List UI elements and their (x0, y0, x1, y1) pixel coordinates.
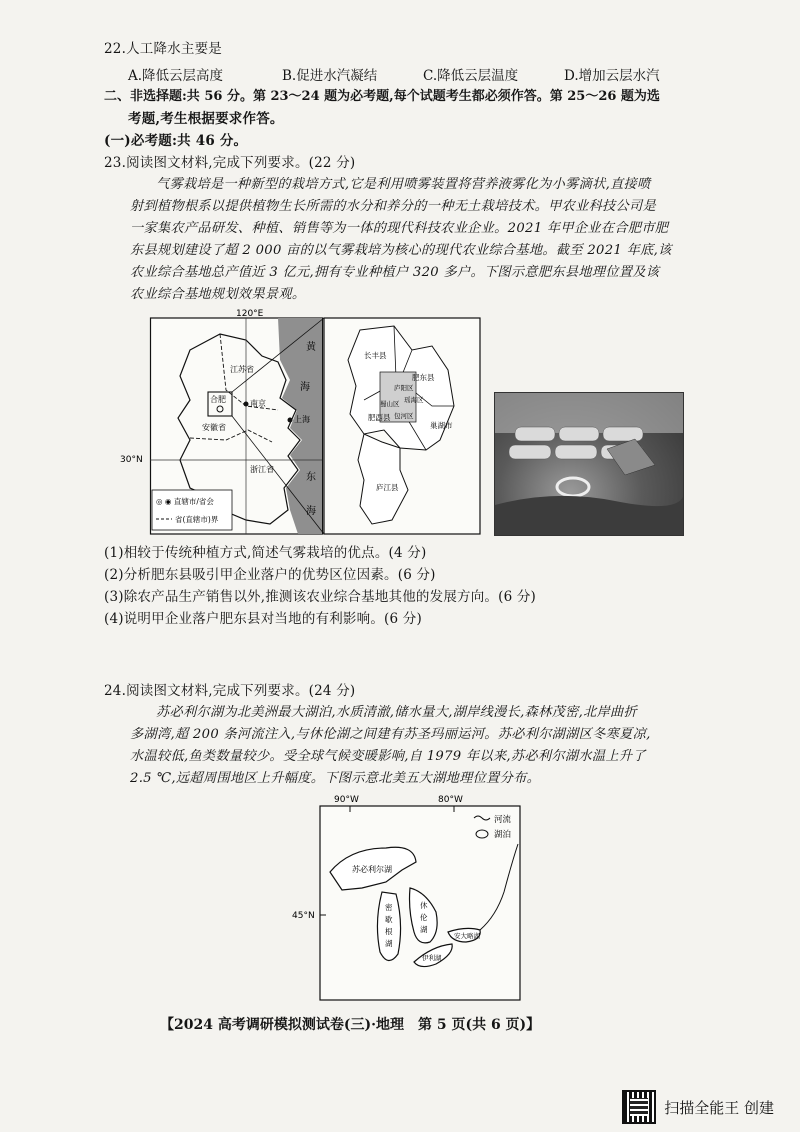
q23-question-4: (4)说明甲企业落户肥东县对当地的有利影响。(6 分) (104, 611, 422, 627)
feidong-label: 肥东县 (412, 373, 435, 382)
zhejiang-label: 浙江省 (250, 465, 274, 474)
legend-border: 省(直辖市)界 (175, 515, 219, 524)
nanjing-label: 南京 (250, 399, 266, 408)
shanghai-label: 上海 (294, 415, 310, 424)
chaohu-label: 巢湖市 (430, 421, 453, 430)
lake-superior-label: 苏必利尔湖 (352, 865, 392, 874)
sea-label: 海 (306, 506, 316, 517)
q23-question-2: (2)分析肥东县吸引甲企业落户的优势区位因素。(6 分) (104, 567, 436, 583)
lon-90w-label: 90°W (334, 795, 359, 805)
section2-heading-cont: 考题,考生根据要求作答。 (128, 111, 284, 127)
lake-michigan-label: 歇 (385, 915, 393, 924)
q23-location-map (120, 309, 482, 540)
jiangsu-label: 江苏省 (230, 365, 254, 374)
lake-michigan-label: 密 (385, 903, 393, 912)
changfeng-label: 长丰县 (364, 351, 387, 360)
lake-michigan-label: 根 (385, 927, 393, 936)
sea-label: 黄 (306, 342, 316, 353)
q24-stem: 24.阅读图文材料,完成下列要求。(24 分) (104, 683, 356, 699)
scanner-watermark (622, 1090, 774, 1124)
q24-material (130, 702, 690, 790)
q23-question-1: (1)相较于传统种植方式,简述气雾栽培的优点。(4 分) (104, 545, 427, 561)
lake-erie-label: 伊利湖 (422, 954, 442, 962)
yaohai-label: 瑶海区 (404, 396, 424, 404)
q23-material-line: 射到植物根系以提供植物生长所需的水分和养分的一种无土栽培技术。甲农业科技公司是 (130, 199, 657, 214)
shanghai-marker (288, 418, 293, 423)
lat-label: 30°N (120, 455, 143, 465)
legend-city: ◎ ◉ 直辖市/省会 (156, 497, 214, 506)
great-lakes-map (290, 792, 530, 1002)
baohe-label: 包河区 (394, 412, 414, 420)
sea-label: 东 (306, 472, 316, 483)
tree-cover (495, 496, 683, 535)
hefei-label: 合肥 (210, 395, 226, 404)
lake-huron-label: 湖 (420, 925, 428, 934)
luyang-label: 庐阳区 (394, 384, 414, 392)
page-footer: 【2024 高考调研模拟测试卷(三)·地理 第 5 页(共 6 页)】 (160, 1017, 541, 1033)
map-legend (152, 490, 232, 530)
q22-option-a: A.降低云层高度 (128, 68, 224, 84)
nanjing-marker (244, 402, 249, 407)
lake-huron-label: 休 (420, 901, 428, 910)
watermark-text: 扫描全能王 创建 (664, 1098, 774, 1117)
pyramid-building (607, 439, 655, 475)
q24-material-line: 2.5 ℃,远超周围地区上升幅度。下图示意北美五大湖地理位置分布。 (130, 771, 541, 786)
q22-option-b: B.促进水汽凝结 (282, 68, 378, 84)
q22-option-d: D.增加云层水汽 (564, 68, 660, 84)
section2-heading: 二、非选择题:共 56 分。第 23～24 题为必考题,每个试题考生都必须作答。第 25～26 题为选 (104, 89, 660, 104)
section2-subheading: (一)必考题:共 46 分。 (104, 133, 248, 149)
feixi-label: 肥西县 (368, 413, 391, 422)
q22-stem: 22.人工降水主要是 (104, 41, 222, 57)
q23-question-3: (3)除农产品生产销售以外,推测该农业综合基地其他的发展方向。(6 分) (104, 589, 537, 605)
q23-material-line: 东县规划建设了超 2 000 亩的以气雾栽培为核心的现代农业综合基地。截至 2021 年底,该 (130, 243, 672, 258)
ring-building (557, 478, 589, 496)
legend-river: 河流 (494, 815, 512, 825)
lake-ontario-label: 安大略湖 (454, 932, 480, 940)
q24-material-line: 水温较低,鱼类数量较少。受全球气候变暖影响,自 1979 年以来,苏必利尔湖水温上升了 (130, 749, 646, 764)
lake-michigan-label: 湖 (385, 939, 393, 948)
lon-label: 120°E (236, 309, 264, 319)
legend-lake: 湖泊 (494, 830, 512, 840)
q24-material-line: 多湖湾,超 200 条河流注入,与休伦湖之间建有苏圣玛丽运河。苏必利尔湖湖区冬寒夏凉, (130, 727, 651, 742)
lat-45n-label: 45°N (292, 911, 315, 921)
q23-material-line: 气雾栽培是一种新型的栽培方式,它是利用喷雾装置将营养液雾化为小雾滴状,直接喷 (156, 177, 651, 192)
q23-stem: 23.阅读图文材料,完成下列要求。(22 分) (104, 155, 356, 171)
sea-label: 海 (300, 382, 310, 393)
q23-material-line: 农业综合基地总产值近 3 亿元,拥有专业种植户 320 多户。下图示意肥东县地理位置及该 (130, 265, 660, 280)
anhui-label: 安徽省 (202, 423, 226, 432)
qr-code-icon (622, 1090, 656, 1124)
aerial-rendering (495, 393, 683, 535)
q23-material (130, 174, 690, 306)
lujiang-label: 庐江县 (376, 483, 399, 492)
lake-huron-label: 伦 (420, 913, 428, 922)
agricultural-base-photo (494, 392, 684, 536)
q23-material-line: 农业综合基地规划效果景观。 (130, 287, 306, 302)
shushan-label: 蜀山区 (380, 400, 400, 408)
lon-80w-label: 80°W (438, 795, 463, 805)
q24-material-line: 苏必利尔湖为北美洲最大湖泊,水质清澈,储水量大,湖岸线漫长,森林茂密,北岸曲折 (156, 705, 638, 720)
q22-option-c: C.降低云层温度 (423, 68, 519, 84)
q23-material-line: 一家集农产品研发、种植、销售等为一体的现代科技农业企业。2021 年甲企业在合肥市肥 (130, 221, 669, 236)
